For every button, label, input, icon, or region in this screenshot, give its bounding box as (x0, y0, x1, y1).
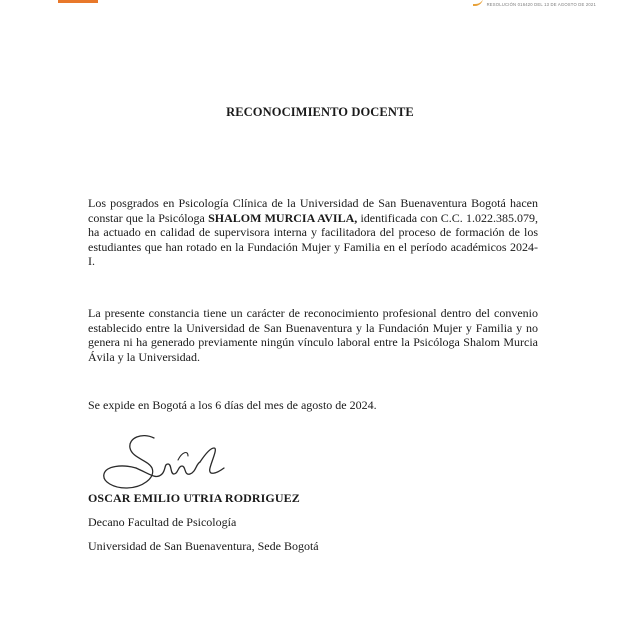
paragraph-recognition: La presente constancia tiene un carácter de reconocimiento profesional dentro del convenio establecido entre la Universidad de San Buenaventura y la Fundación Mujer y Familia y no genera ni ha generado previamente ningún vínculo laboral entre la Psicóloga Shalom Murcia Ávila y la Universidad. (88, 306, 538, 364)
paragraph-certification-before: Los posgrados en Psicología Clínica de la Universidad de San Buenaventura Bogotá hacen constar que la Psicóloga (88, 196, 538, 225)
signatory-role: Decano Facultad de Psicología (88, 515, 237, 529)
paragraph-certification-after: identificada con C.C. 1.022.385.079, ha actuado en calidad de supervisora interna y facilitadora del proceso de formación de los estudiantes que han rotado en la Fundación Mujer y Familia en el período académicos 2024-I. (88, 210, 538, 269)
signatory-name: OSCAR EMILIO UTRIA RODRIGUEZ (88, 491, 300, 505)
document-title: RECONOCIMIENTO DOCENTE (226, 105, 414, 119)
psychologist-name: SHALOM MURCIA AVILA, (208, 210, 358, 225)
handwritten-signature (92, 430, 242, 500)
logo-swoosh-icon (473, 0, 483, 6)
paragraph-issue-date: Se expide en Bogotá a los 6 días del mes de agosto de 2024. (88, 398, 377, 412)
resolution-note: RESOLUCIÓN 016420 DEL 13 DE AGOSTO DE 2021 (486, 1, 596, 7)
paragraph-certification (88, 196, 538, 269)
header-accent-bar (58, 0, 98, 3)
header-resolution (473, 0, 596, 8)
signatory-institution: Universidad de San Buenaventura, Sede Bogotá (88, 539, 319, 553)
